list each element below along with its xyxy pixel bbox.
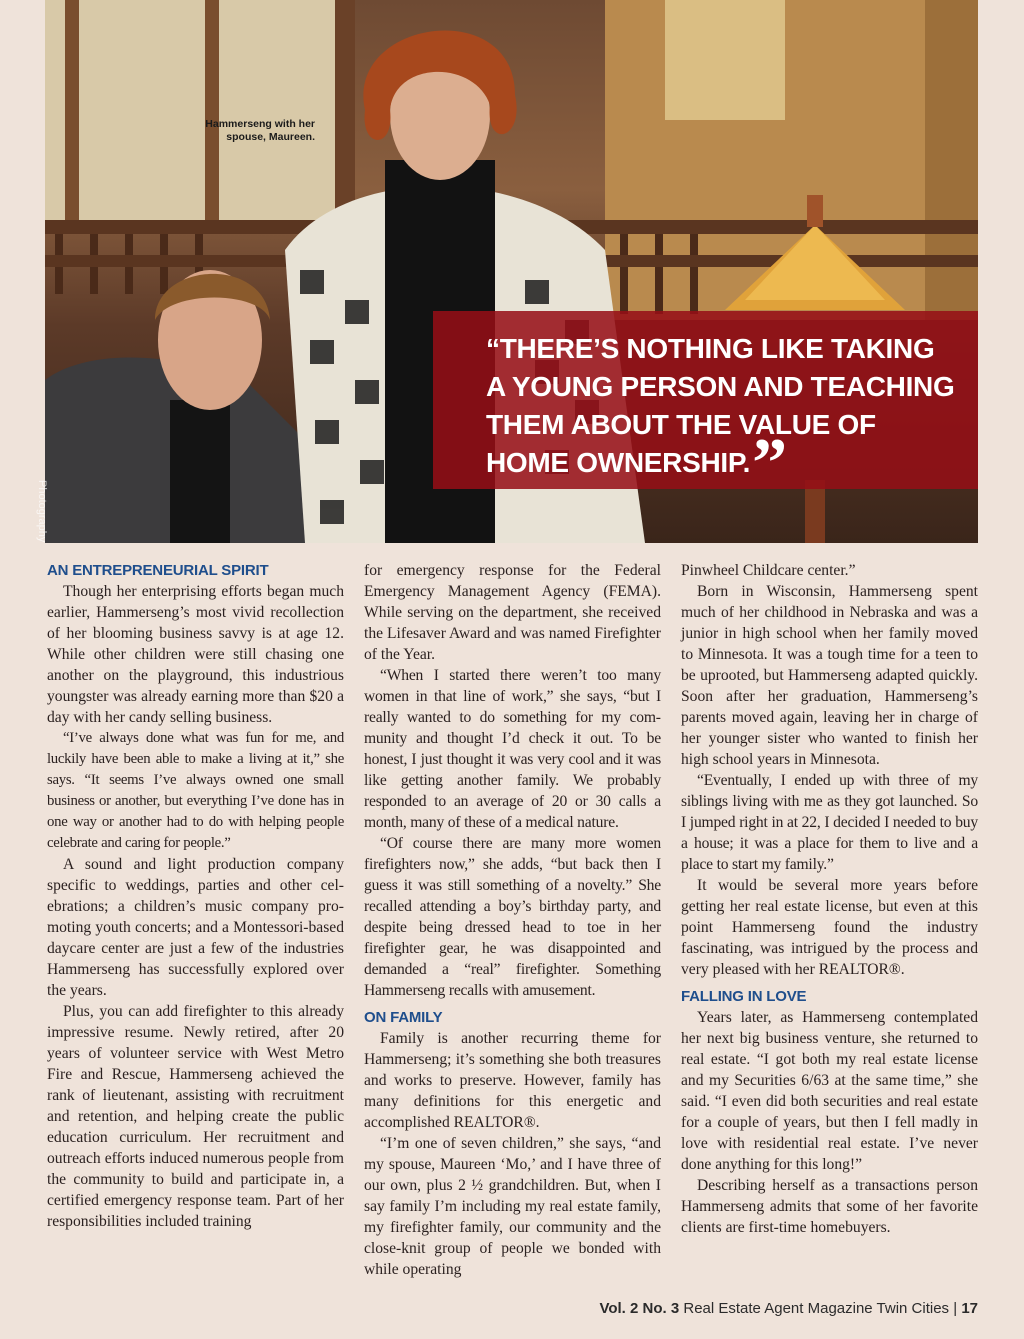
paragraph: Describing herself as a transactions person Hammerseng admits that some of her favorite clients are first-time homebuyers. — [681, 1177, 978, 1236]
pull-quote — [486, 330, 956, 502]
paragraph: “I’m one of seven children,” she says, “and my spouse, Maureen ‘Mo,’ and I have three of our own, plus 2 ½ grandchildren. But, when I say family I’m including my real estate family, my firefighter family, our community and the close-knit group of people we bonded with while operating — [364, 1135, 661, 1278]
paragraph: A sound and light production company specific to weddings, parties and other celebrations; a children’s music company promoting youth concerts; and a Montessori-based daycare center are just a few of the industries Hammerseng has successfully explored over the years. — [47, 856, 344, 999]
paragraph: for emergency response for the Federal Emergency Management Agency (FEMA). While serving on the department, she received the Lifesaver Award and was named Firefighter of the Year. — [364, 562, 661, 663]
article-column-3 — [681, 560, 978, 1238]
section-heading-entrepreneurial-spirit: AN ENTREPRENEURIAL SPIRIT — [47, 562, 269, 579]
paragraph: “When I started there weren’t too many women in that line of work,” she says, “but I really wanted to do something for my community and thought I’d check it out. To be honest, I just thought it was very cool and it was like getting another family. We probably responded to an average of 20 or 30 calls a month, many of these of a medical nature. — [364, 667, 661, 831]
photo-caption: Hammerseng with her spouse, Maureen. — [205, 118, 315, 143]
page-footer — [599, 1300, 978, 1317]
section-heading-falling-in-love: FALLING IN LOVE — [681, 988, 807, 1005]
paragraph: Born in Wisconsin, Hammerseng spent much of her childhood in Nebraska and was a junior in high school when her family moved to Minnesota. It was a tough time for a teen to be uprooted, but Hammerseng adapted quickly. Soon after her graduation, Hammerseng’s parents moved again, leaving her in charge of her younger sister who wanted to finish her high school years in Minnesota. — [681, 583, 978, 768]
issue-number: Vol. 2 No. 3 — [599, 1300, 680, 1317]
paragraph: Though her enterprising efforts began much earlier, Hammerseng’s most vivid recollection of her blooming business savvy is at age 12. While other children were still chasing one another on the playground, this industrious youngster was already earning more than $20 a day with her candy selling business. — [47, 583, 344, 726]
footer-separator: | — [953, 1300, 958, 1317]
article-column-1 — [47, 560, 344, 1232]
paragraph: “Eventually, I ended up with three of my siblings living with me as they got launched. So I jumped right in at 22, I decided I needed to buy a house; it was a place for them to live and a place to start my family.” — [681, 772, 978, 873]
section-heading-on-family: ON FAMILY — [364, 1009, 443, 1026]
page-number: 17 — [961, 1300, 978, 1317]
photo-credit: Photography — [36, 480, 48, 543]
paragraph: “Of course there are many more women firefighters now,” she adds, “but back then I guess it was still something of a novelty.” She recalled attending a boy’s birthday party, and despite being dressed head to toe in her firefighter gear, he was disappointed and demanded a “real” firefighter. Something Hammerseng recalls with amusement. — [364, 835, 661, 999]
article-column-2 — [364, 560, 661, 1280]
pull-quote-text: “THERE’S NOTHING LIKE TAKING A YOUNG PERSON AND TEACHING THEM ABOUT THE VALUE OF HOME OWNERSHIP. — [486, 333, 955, 478]
paragraph: Pinwheel Childcare center.” — [681, 562, 856, 579]
paragraph: Plus, you can add firefighter to this already impressive resume. Newly retired, after 20 years of volunteer service with West Metro Fire and Rescue, Hammerseng achieved the rank of lieutenant, assisting with recruitment and retention, and helping create the public education curriculum. Her recruitment and outreach efforts induced numerous people from the community to build and participate in, a certified emergency response team. Part of her responsibilities included training — [47, 1003, 344, 1230]
paragraph: It would be several more years before getting her real estate license, but even at this point Hammerseng found the industry fascinating, was intrigued by the process and very pleased with her REALTOR®. — [681, 877, 978, 978]
paragraph: “I’ve always done what was fun for me, and luckily have been able to make a living at it,” she says. “It seems I’ve always owned one small business or another, but everything I’ve done has in one way or another had to do with helping people celebrate and caring for people.” — [47, 730, 344, 851]
magazine-title: Real Estate Agent Magazine Twin Cities — [683, 1300, 950, 1317]
close-quote-mark: ” — [752, 425, 787, 502]
paragraph: Family is another recurring theme for Hammerseng; it’s something she both treasures and works to preserve. However, family has many definitions for this energetic and accomplished REALTOR®. — [364, 1030, 661, 1131]
paragraph: Years later, as Hammerseng contemplated her next big business venture, she returned to real estate. “I got both my real estate license and my Securities 6/63 at the same time,” she said. “I even did both securities and real estate for a couple of years, but then I fell madly in love with residential real estate. I’ve never done anything for this long!” — [681, 1009, 978, 1173]
